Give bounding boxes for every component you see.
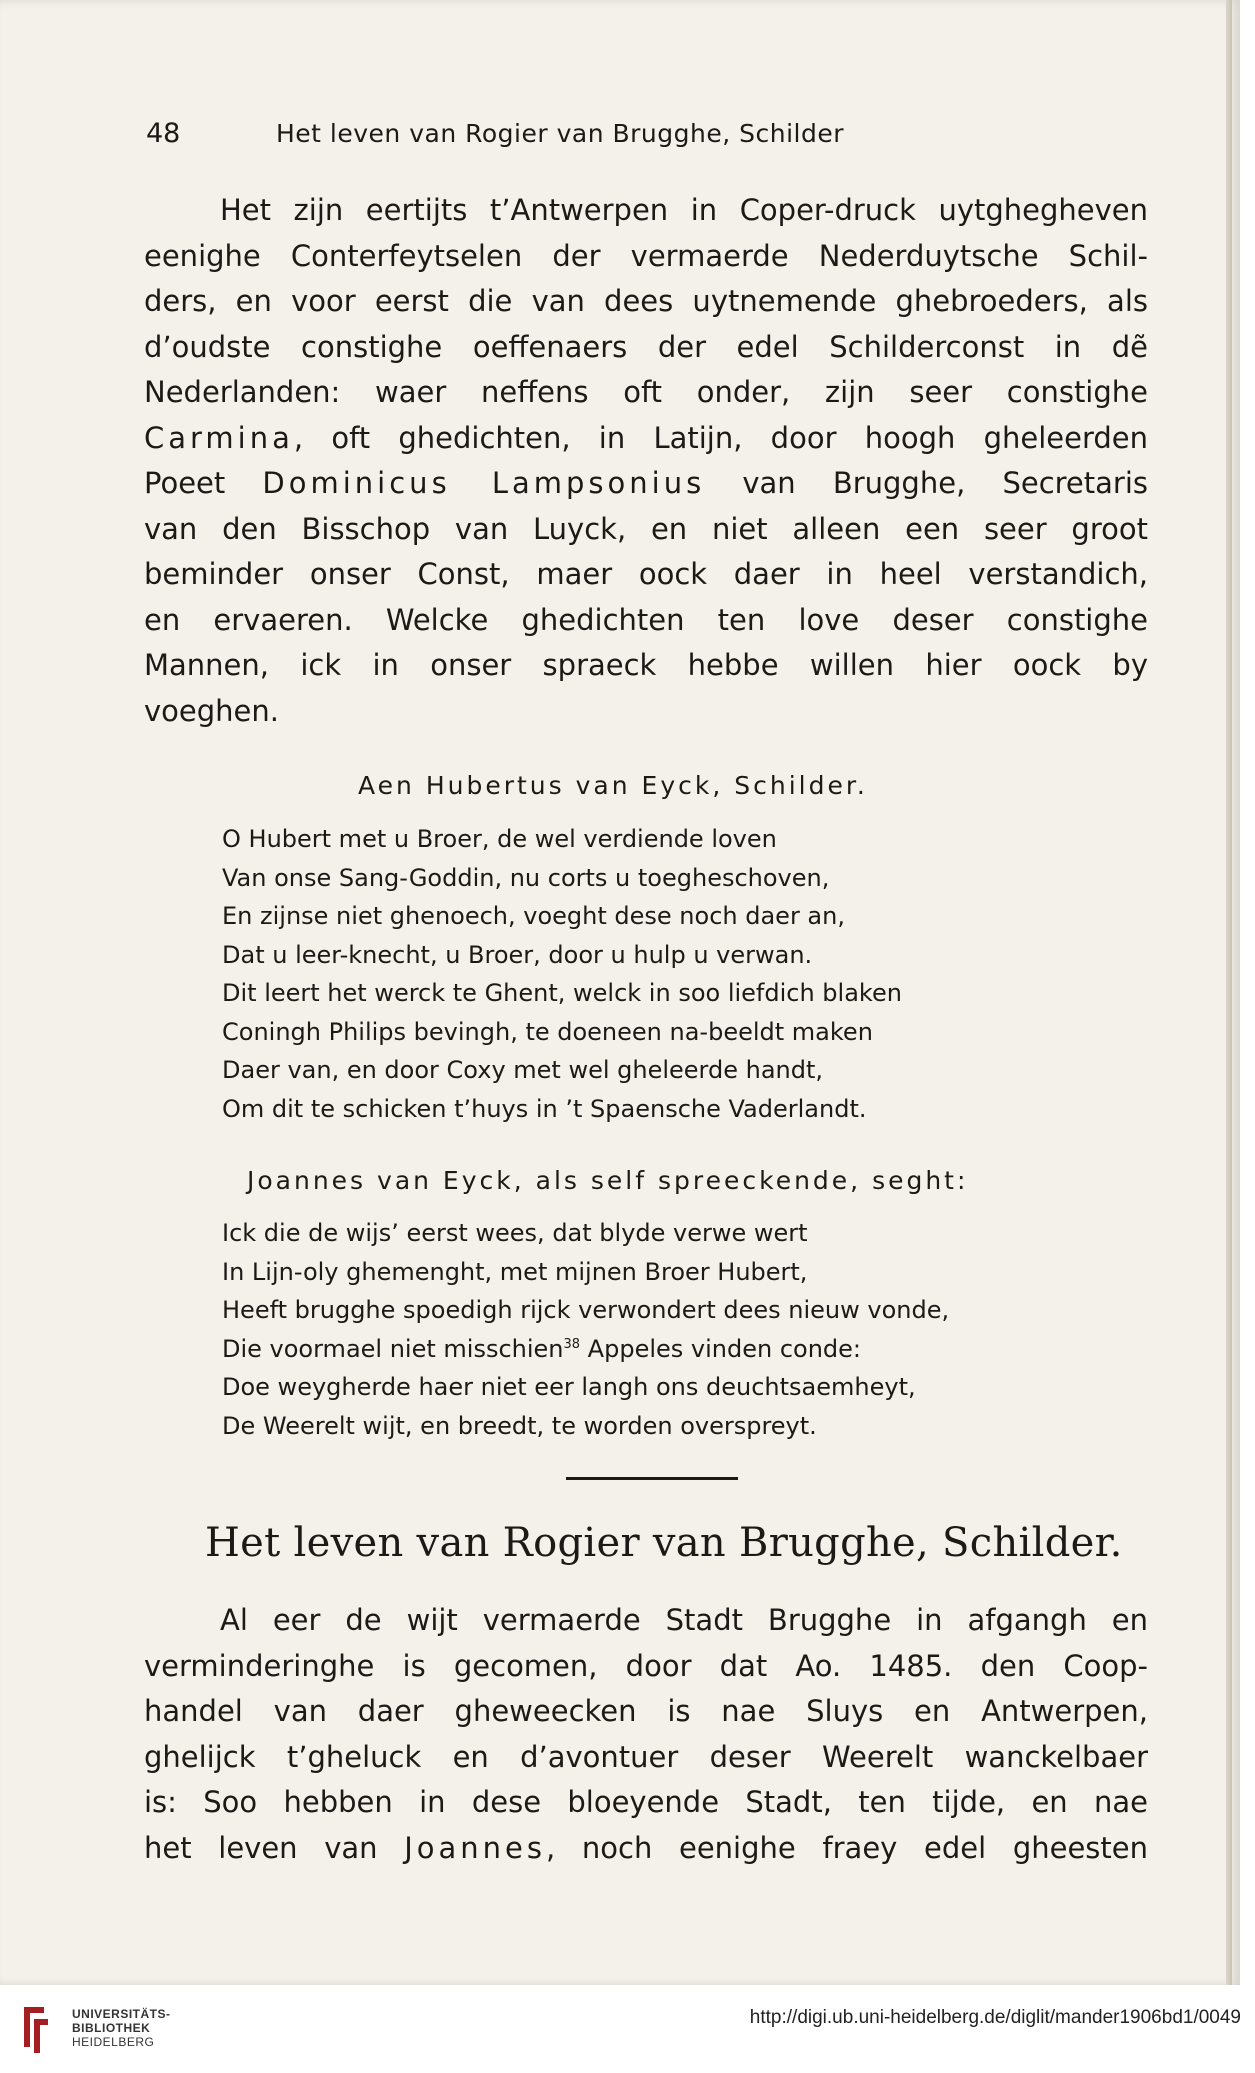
text-segment: Poeet — [144, 466, 263, 500]
text-segment: Appeles vinden conde: — [580, 1334, 861, 1363]
text-line — [144, 1826, 1148, 1872]
spaced-word: Carmina — [144, 420, 294, 455]
text-line: Het zijn eertijts t’Antwerpen in Coper-druck uytghegheven — [220, 193, 1148, 227]
poem-1 — [222, 820, 902, 1128]
chapter-title: Het leven van Rogier van Brugghe, Schilder. — [205, 1520, 1123, 1566]
section-divider — [566, 1477, 738, 1480]
poem-line: Ick die de wijs’ eerst wees, dat blyde verwe wert — [222, 1219, 808, 1247]
text-segment: , oft ghedichten, in Latijn, door hoogh gheleerden — [293, 420, 1148, 455]
poem-line: Dat u leer-knecht, u Broer, door u hulp u verwan. — [222, 940, 813, 969]
running-title: Het leven van Rogier van Brugghe, Schilder — [276, 119, 845, 148]
text-line: eenighe Conterfeytselen der vermaerde Nederduytsche Schil- — [144, 238, 1148, 273]
footnote-marker: 38 — [563, 1336, 581, 1352]
library-footer — [0, 1985, 1255, 2073]
spaced-name: Dominicus Lampsonius — [262, 466, 706, 500]
spaced-name: Joannes — [404, 1830, 546, 1865]
page-edge — [1226, 0, 1232, 1985]
chapter-paragraph — [144, 1598, 1148, 1871]
text-line — [144, 416, 1148, 462]
text-line: is: Soo hebben in dese bloeyende Stadt, ten tijde, en nae — [144, 1785, 1148, 1819]
text-line: ders, en voor eerst die van dees uytnemende ghebroeders, als — [144, 284, 1148, 318]
source-url[interactable]: http://digi.ub.uni-heidelberg.de/diglit/mander1906bd1/0049 — [749, 2007, 1241, 2028]
text-segment: van Brugghe, Secretaris — [705, 466, 1148, 500]
text-line: verminderinghe is gecomen, door dat Ao. 1485. den Coop- — [144, 1648, 1148, 1683]
text-segment: het leven van — [144, 1830, 405, 1865]
text-segment: , noch eenighe fraey edel gheesten — [545, 1830, 1148, 1865]
poem-line: En zijnse niet ghenoech, voeght dese noch daer an, — [222, 902, 845, 930]
library-logo-icon — [14, 1999, 54, 2059]
poem-line: Om dit te schicken t’huys in ’t Spaensche Vaderlandt. — [222, 1094, 867, 1123]
text-segment: Die voormael niet misschien — [222, 1334, 564, 1363]
text-line — [144, 461, 1148, 507]
text-line: handel van daer gheweecken is nae Sluys en Antwerpen, — [144, 1694, 1148, 1728]
library-line-1: UNIVERSITÄTS- — [72, 2007, 171, 2021]
poem-1-heading: Aen Hubertus van Eyck, Schilder. — [358, 771, 868, 800]
poem-2 — [222, 1214, 949, 1445]
running-header — [146, 118, 974, 149]
library-name — [72, 2007, 171, 2049]
text-line: Nederlanden: waer neffens oft onder, zijn seer constighe — [144, 375, 1148, 409]
text-line: d’oudste constighe oeffenaers der edel Schilderconst in dẽ — [144, 329, 1148, 364]
poem-line: Coningh Philips bevingh, te doeneen na-beeldt maken — [222, 1017, 873, 1046]
library-line-3: HEIDELBERG — [72, 2035, 155, 2049]
paragraph-1 — [144, 188, 1148, 734]
poem-line: Doe weygherde haer niet eer langh ons deuchtsaemheyt, — [222, 1373, 916, 1401]
poem-line: Daer van, en door Coxy met wel gheleerde handt, — [222, 1056, 824, 1084]
poem-line: Heeft brugghe spoedigh rijck verwondert dees nieuw vonde, — [222, 1296, 950, 1324]
text-line: Al eer de wijt vermaerde Stadt Brugghe in afgangh en — [220, 1603, 1148, 1637]
library-line-2: BIBLIOTHEK — [72, 2021, 151, 2035]
text-line: en ervaeren. Welcke ghedichten ten love deser constighe — [144, 602, 1148, 637]
text-line: van den Bisschop van Luyck, en niet alleen een seer groot — [144, 511, 1148, 546]
text-line: voeghen. — [144, 693, 279, 728]
poem-line: Dit leert het werck te Ghent, welck in soo liefdich blaken — [222, 979, 902, 1007]
poem-2-heading: Joannes van Eyck, als self spreeckende, seght: — [247, 1166, 969, 1195]
poem-line: Van onse Sang-Goddin, nu corts u toegheschoven, — [222, 863, 830, 892]
poem-line: O Hubert met u Broer, de wel verdiende loven — [222, 825, 777, 853]
poem-line: De Weerelt wijt, en breedt, te worden overspreyt. — [222, 1411, 817, 1440]
text-line: Mannen, ick in onser spraeck hebbe willen hier oock by — [144, 648, 1148, 682]
text-line: beminder onser Const, maer oock daer in heel verstandich, — [144, 557, 1148, 591]
text-line: ghelijck t’gheluck en d’avontuer deser Weerelt wanckelbaer — [144, 1739, 1148, 1774]
page-number: 48 — [146, 118, 181, 149]
poem-line: In Lijn-oly ghemenght, met mijnen Broer Hubert, — [222, 1257, 808, 1286]
poem-line — [222, 1330, 949, 1369]
